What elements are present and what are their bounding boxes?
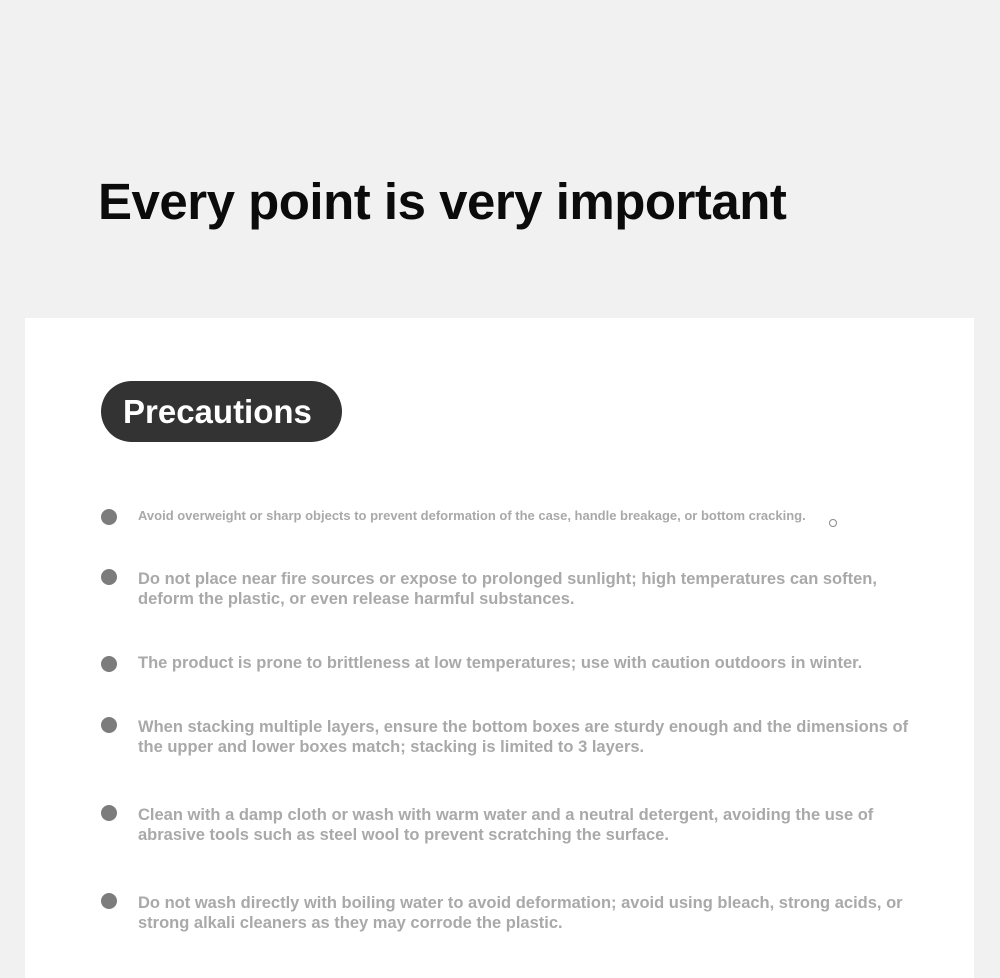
bullet-dot-icon [101,569,117,585]
bullet-dot-icon [101,509,117,525]
precaution-text: When stacking multiple layers, ensure the bottom boxes are sturdy enough and the dimensions of the upper and lower boxes match; stacking is limited to 3 layers. [138,718,909,756]
precautions-title-badge: Precautions [101,381,342,442]
precaution-text: Do not place near fire sources or expose to prolonged sunlight; high temperatures can soften, deform the plastic, or even release harmful substances. [138,570,877,608]
precautions-card [25,318,974,978]
small-circle-icon [829,519,837,527]
bullet-dot-icon [101,893,117,909]
precaution-text: Do not wash directly with boiling water to avoid deformation; avoid using bleach, strong acids, or strong alkali cleaners as they may corrode the plastic. [138,894,903,932]
precaution-text: The product is prone to brittleness at low temperatures; use with caution outdoors in winter. [138,654,863,672]
bullet-dot-icon [101,805,117,821]
bullet-dot-icon [101,656,117,672]
precaution-text: Clean with a damp cloth or wash with warm water and a neutral detergent, avoiding the use of abrasive tools such as steel wool to prevent scratching the surface. [138,806,874,844]
bullet-dot-icon [101,717,117,733]
precaution-text: Avoid overweight or sharp objects to prevent deformation of the case, handle breakage, or bottom cracking. [138,508,806,523]
page-headline: Every point is very important [98,173,787,230]
